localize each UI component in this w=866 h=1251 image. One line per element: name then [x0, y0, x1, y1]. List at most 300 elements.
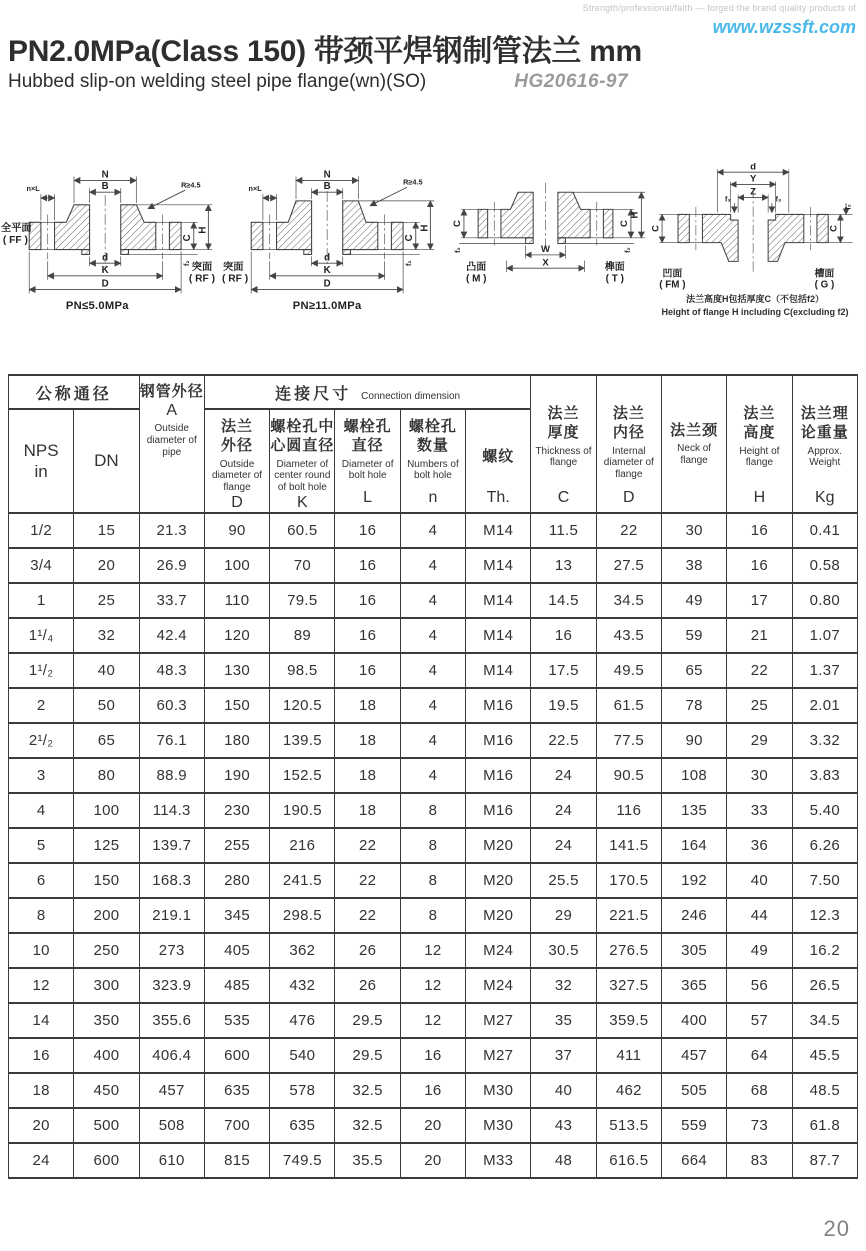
cell-pipe-od: 60.3 [139, 688, 204, 723]
cell-neck: 505 [661, 1073, 726, 1108]
cell-flange-id: 170.5 [596, 863, 661, 898]
col-header-nps: NPS in [9, 409, 74, 513]
table-row [9, 548, 858, 583]
cell-pipe-od: 21.3 [139, 513, 204, 548]
cell-bolt-hole-diameter: 18 [335, 758, 400, 793]
cell-pipe-od: 406.4 [139, 1038, 204, 1073]
table-row [9, 723, 858, 758]
dim-label-f2: f₂ [454, 247, 463, 253]
cell-thread: M30 [466, 1108, 531, 1143]
cell-flange-od: 255 [204, 828, 269, 863]
cell-neck: 30 [661, 513, 726, 548]
cell-nps: 20 [9, 1108, 74, 1143]
col-header-weight: 法兰理 论重量 Approx. Weight Kg [792, 375, 857, 513]
cell-bolt-circle: 578 [270, 1073, 335, 1108]
dim-label-f2: f₂ [403, 260, 413, 267]
cell-thickness: 24 [531, 758, 596, 793]
diagram-caption: PN≥11.0MPa [292, 299, 362, 312]
cell-thickness: 40 [531, 1073, 596, 1108]
cell-thread: M16 [466, 758, 531, 793]
cell-bolt-circle: 190.5 [270, 793, 335, 828]
cell-flange-id: 141.5 [596, 828, 661, 863]
height-note [662, 293, 849, 318]
cell-bolt-hole-count: 16 [400, 1038, 465, 1073]
cell-height: 68 [727, 1073, 792, 1108]
height-note-cn: 法兰高度H包括厚度C（不包括f2） [685, 294, 824, 305]
cell-height: 33 [727, 793, 792, 828]
cell-pipe-od: 323.9 [139, 968, 204, 1003]
cell-thread: M27 [466, 1003, 531, 1038]
cell-pipe-od: 355.6 [139, 1003, 204, 1038]
cell-bolt-circle: 362 [270, 933, 335, 968]
cell-pipe-od: 42.4 [139, 618, 204, 653]
face-label-g-code: ( G ) [814, 279, 835, 291]
cell-flange-od: 110 [204, 583, 269, 618]
table-body [9, 513, 858, 1178]
col-header-flange-height: 法兰 高度 Height of flange H [727, 375, 792, 513]
cell-bolt-hole-diameter: 22 [335, 828, 400, 863]
cell-flange-id: 27.5 [596, 548, 661, 583]
col-group-connection-dimension: 连接尺寸 Connection dimension [204, 375, 530, 409]
cell-bolt-hole-diameter: 18 [335, 793, 400, 828]
diagram-fm-g-block [648, 160, 862, 318]
cell-thread: M27 [466, 1038, 531, 1073]
cell-weight: 5.40 [792, 793, 857, 828]
col-header-bolt-circle: 螺栓孔中 心圆直径 Diameter of center round of bolt hole K [270, 409, 335, 513]
col-header-dn: DN [74, 409, 139, 513]
cell-bolt-circle: 98.5 [270, 653, 335, 688]
face-label-rf: 突面 [191, 262, 213, 274]
cell-bolt-hole-count: 4 [400, 758, 465, 793]
cell-pipe-od: 76.1 [139, 723, 204, 758]
cell-thickness: 25.5 [531, 863, 596, 898]
cell-neck: 457 [661, 1038, 726, 1073]
cell-dn: 125 [74, 828, 139, 863]
cell-bolt-hole-count: 4 [400, 513, 465, 548]
cell-thread: M14 [466, 618, 531, 653]
col-header-flange-od: 法兰 外径 Outside diameter of flange D [204, 409, 269, 513]
col-group-nominal-diameter [9, 375, 140, 409]
cell-thread: M20 [466, 863, 531, 898]
cell-bolt-hole-diameter: 16 [335, 653, 400, 688]
cell-bolt-circle: 749.5 [270, 1143, 335, 1178]
cell-pipe-od: 48.3 [139, 653, 204, 688]
cell-flange-id: 221.5 [596, 898, 661, 933]
cell-bolt-hole-count: 12 [400, 968, 465, 1003]
cell-bolt-hole-count: 12 [400, 1003, 465, 1038]
cell-dn: 40 [74, 653, 139, 688]
cell-weight: 87.7 [792, 1143, 857, 1178]
cell-neck: 365 [661, 968, 726, 1003]
dim-label-y: Y [749, 173, 757, 184]
cell-nps: 8 [9, 898, 74, 933]
table-row [9, 653, 858, 688]
cell-nps: 12 [9, 968, 74, 1003]
cell-dn: 15 [74, 513, 139, 548]
cell-bolt-circle: 70 [270, 548, 335, 583]
cell-bolt-circle: 79.5 [270, 583, 335, 618]
cell-thread: M24 [466, 968, 531, 1003]
cell-bolt-circle: 241.5 [270, 863, 335, 898]
height-note-en: Height of flange H including C(excluding f2) [661, 306, 849, 317]
cell-thread: M16 [466, 793, 531, 828]
face-label-t: 榫面 [604, 262, 625, 274]
face-label-g: 槽面 [814, 268, 835, 280]
cell-nps: 2 [9, 688, 74, 723]
cell-flange-id: 327.5 [596, 968, 661, 1003]
cell-weight: 2.01 [792, 688, 857, 723]
table-header [9, 375, 858, 513]
cell-height: 21 [727, 618, 792, 653]
dim-label-c2: C [619, 220, 631, 227]
col-header-bolt-hole-count: 螺栓孔 数量 Numbers of bolt hole n [400, 409, 465, 513]
dim-label-z: Z [750, 186, 756, 197]
diagram-strip [0, 160, 866, 318]
cell-bolt-hole-diameter: 16 [335, 513, 400, 548]
cell-flange-od: 535 [204, 1003, 269, 1038]
dim-label-f3b: f₃ [775, 196, 782, 204]
cell-nps: 10 [9, 933, 74, 968]
cell-weight: 16.2 [792, 933, 857, 968]
cell-dn: 300 [74, 968, 139, 1003]
cell-flange-od: 700 [204, 1108, 269, 1143]
cell-height: 57 [727, 1003, 792, 1038]
cell-thickness: 16 [531, 618, 596, 653]
dim-label-c: C [181, 234, 193, 242]
cell-neck: 135 [661, 793, 726, 828]
table-row [9, 863, 858, 898]
cell-height: 73 [727, 1108, 792, 1143]
page-subtitle: Hubbed slip-on welding steel pipe flange(wn)(SO) [8, 71, 427, 92]
cell-bolt-hole-diameter: 22 [335, 863, 400, 898]
cell-bolt-circle: 152.5 [270, 758, 335, 793]
cell-flange-id: 116 [596, 793, 661, 828]
cell-weight: 48.5 [792, 1073, 857, 1108]
cell-weight: 3.83 [792, 758, 857, 793]
cell-bolt-hole-count: 16 [400, 1073, 465, 1108]
cell-weight: 0.80 [792, 583, 857, 618]
cell-dn: 100 [74, 793, 139, 828]
dim-label-c: C [403, 234, 415, 242]
cell-thickness: 43 [531, 1108, 596, 1143]
face-label-m: 凸面 [466, 262, 487, 274]
cell-bolt-hole-diameter: 29.5 [335, 1003, 400, 1038]
cell-weight: 1.07 [792, 618, 857, 653]
cell-flange-id: 77.5 [596, 723, 661, 758]
cell-neck: 559 [661, 1108, 726, 1143]
flange-section [251, 201, 403, 255]
cell-thickness: 13 [531, 548, 596, 583]
page-number: 20 [823, 1216, 850, 1241]
cell-flange-id: 61.5 [596, 688, 661, 723]
cell-bolt-hole-count: 4 [400, 548, 465, 583]
cell-thickness: 11.5 [531, 513, 596, 548]
cell-dn: 500 [74, 1108, 139, 1143]
cell-pipe-od: 610 [139, 1143, 204, 1178]
cell-flange-od: 485 [204, 968, 269, 1003]
cell-nps: 24 [9, 1143, 74, 1178]
cell-bolt-hole-diameter: 29.5 [335, 1038, 400, 1073]
cell-dn: 250 [74, 933, 139, 968]
dim-label-w: W [541, 244, 550, 256]
cell-neck: 192 [661, 863, 726, 898]
cell-pipe-od: 114.3 [139, 793, 204, 828]
cell-weight: 6.26 [792, 828, 857, 863]
cell-thickness: 14.5 [531, 583, 596, 618]
website-link[interactable]: www.wzssft.com [712, 17, 856, 37]
table-row [9, 688, 858, 723]
cell-height: 16 [727, 548, 792, 583]
cell-flange-od: 100 [204, 548, 269, 583]
cell-nps: 5 [9, 828, 74, 863]
cell-flange-od: 230 [204, 793, 269, 828]
cell-weight: 3.32 [792, 723, 857, 758]
table-row [9, 513, 858, 548]
cell-nps: 1¹/₂ [9, 653, 74, 688]
dim-label-d-bore: d [102, 252, 109, 264]
cell-nps: 2¹/₂ [9, 723, 74, 758]
cell-flange-id: 513.5 [596, 1108, 661, 1143]
table-row [9, 1003, 858, 1038]
cell-weight: 7.50 [792, 863, 857, 898]
flange-dimension-table [8, 374, 858, 1179]
cell-bolt-circle: 540 [270, 1038, 335, 1073]
cell-bolt-hole-diameter: 22 [335, 898, 400, 933]
cell-bolt-hole-diameter: 26 [335, 968, 400, 1003]
cell-flange-od: 345 [204, 898, 269, 933]
cell-bolt-hole-count: 8 [400, 793, 465, 828]
cell-dn: 150 [74, 863, 139, 898]
col-header-bolt-hole-diameter: 螺栓孔 直径 Diameter of bolt hole L [335, 409, 400, 513]
cell-bolt-hole-count: 20 [400, 1143, 465, 1178]
cell-weight: 0.58 [792, 548, 857, 583]
col-header-thread: 螺纹 Th. [466, 409, 531, 513]
cell-bolt-circle: 139.5 [270, 723, 335, 758]
cell-flange-od: 90 [204, 513, 269, 548]
cell-nps: 16 [9, 1038, 74, 1073]
cell-thread: M20 [466, 898, 531, 933]
cell-flange-id: 276.5 [596, 933, 661, 968]
cell-bolt-hole-count: 4 [400, 653, 465, 688]
table-row [9, 758, 858, 793]
cell-nps: 4 [9, 793, 74, 828]
cell-height: 17 [727, 583, 792, 618]
table-row [9, 1143, 858, 1178]
dim-label-dd: D [323, 278, 331, 290]
cell-neck: 90 [661, 723, 726, 758]
cell-flange-id: 49.5 [596, 653, 661, 688]
cell-flange-od: 190 [204, 758, 269, 793]
cell-flange-id: 616.5 [596, 1143, 661, 1178]
cell-weight: 45.5 [792, 1038, 857, 1073]
cell-bolt-circle: 60.5 [270, 513, 335, 548]
cell-flange-id: 34.5 [596, 583, 661, 618]
cell-bolt-circle: 89 [270, 618, 335, 653]
cell-nps: 14 [9, 1003, 74, 1038]
cell-nps: 1 [9, 583, 74, 618]
cell-neck: 108 [661, 758, 726, 793]
cell-thread: M33 [466, 1143, 531, 1178]
cell-height: 40 [727, 863, 792, 898]
face-label-fm: 凹面 [662, 268, 683, 280]
cell-pipe-od: 219.1 [139, 898, 204, 933]
table-row [9, 968, 858, 1003]
flange-diagram-rf [222, 160, 444, 314]
face-label-m-code: ( M ) [466, 273, 487, 285]
cell-thickness: 32 [531, 968, 596, 1003]
cell-flange-od: 635 [204, 1073, 269, 1108]
face-label-ff: 全平面 [0, 223, 32, 235]
col-header-flange-id: 法兰 内径 Internal diameter of flange D [596, 375, 661, 513]
page-title: PN2.0MPa(Class 150) 带颈平焊钢制管法兰 mm [8, 35, 642, 68]
cell-height: 36 [727, 828, 792, 863]
dim-label-d-bore: d [324, 252, 331, 264]
cell-thickness: 17.5 [531, 653, 596, 688]
cell-nps: 18 [9, 1073, 74, 1108]
cell-flange-od: 120 [204, 618, 269, 653]
dim-label-d: d [750, 161, 756, 172]
nominal-diameter-label: 公称通径 [35, 385, 112, 403]
col-header-flange-thickness: 法兰 厚度 Thickness of flange C [531, 375, 596, 513]
table-row [9, 828, 858, 863]
dim-label-f2: f₂ [845, 204, 853, 210]
table-row [9, 898, 858, 933]
dim-label-b: B [101, 181, 109, 193]
cell-flange-id: 411 [596, 1038, 661, 1073]
cell-flange-od: 815 [204, 1143, 269, 1178]
cell-bolt-hole-count: 4 [400, 723, 465, 758]
cell-neck: 49 [661, 583, 726, 618]
cell-bolt-hole-count: 4 [400, 688, 465, 723]
cell-bolt-hole-diameter: 18 [335, 723, 400, 758]
dim-label-x: X [542, 257, 549, 269]
cell-thickness: 30.5 [531, 933, 596, 968]
dim-label-b: B [323, 181, 331, 193]
cell-bolt-circle: 635 [270, 1108, 335, 1143]
dim-label-n: N [323, 169, 331, 181]
cell-thread: M14 [466, 513, 531, 548]
cell-dn: 50 [74, 688, 139, 723]
diagram-caption: PN≤5.0MPa [65, 299, 129, 312]
table-row [9, 1108, 858, 1143]
cell-bolt-hole-count: 20 [400, 1108, 465, 1143]
cell-bolt-hole-diameter: 16 [335, 583, 400, 618]
cell-flange-od: 180 [204, 723, 269, 758]
table-row [9, 583, 858, 618]
dim-label-dd: D [101, 278, 109, 290]
cell-pipe-od: 508 [139, 1108, 204, 1143]
cell-weight: 0.41 [792, 513, 857, 548]
cell-flange-od: 150 [204, 688, 269, 723]
standard-code: HG20616-97 [514, 71, 629, 92]
cell-bolt-hole-count: 4 [400, 583, 465, 618]
brand-tagline: Strength/professional/faith — forged the brand quality products of [582, 3, 856, 13]
cell-neck: 664 [661, 1143, 726, 1178]
flange-diagram-fm-g [648, 160, 862, 293]
cell-bolt-circle: 298.5 [270, 898, 335, 933]
cell-nps: 1/2 [9, 513, 74, 548]
cell-bolt-hole-count: 4 [400, 618, 465, 653]
cell-bolt-hole-count: 8 [400, 898, 465, 933]
dim-label-f3: f₃ [725, 196, 731, 204]
cell-dn: 200 [74, 898, 139, 933]
cell-height: 44 [727, 898, 792, 933]
dim-label-nxl: n×L [26, 184, 40, 194]
cell-thread: M14 [466, 548, 531, 583]
cell-height: 30 [727, 758, 792, 793]
cell-bolt-hole-count: 12 [400, 933, 465, 968]
cell-neck: 400 [661, 1003, 726, 1038]
cell-thread: M16 [466, 723, 531, 758]
dim-label-c2: C [828, 225, 839, 232]
cell-weight: 1.37 [792, 653, 857, 688]
cell-nps: 3 [9, 758, 74, 793]
cell-flange-od: 130 [204, 653, 269, 688]
cell-height: 16 [727, 513, 792, 548]
cell-bolt-hole-count: 8 [400, 863, 465, 898]
cell-pipe-od: 88.9 [139, 758, 204, 793]
cell-nps: 6 [9, 863, 74, 898]
dim-label-nxl: n×L [248, 184, 262, 194]
cell-thickness: 35 [531, 1003, 596, 1038]
col-header-flange-neck: 法兰颈 Neck of flange [661, 375, 726, 513]
cell-height: 49 [727, 933, 792, 968]
dim-label-r: R≥4.5 [181, 180, 201, 190]
cell-neck: 65 [661, 653, 726, 688]
dim-label-f2b: f₂ [623, 247, 632, 253]
cell-dn: 65 [74, 723, 139, 758]
cell-dn: 32 [74, 618, 139, 653]
table-row [9, 618, 858, 653]
cell-bolt-circle: 432 [270, 968, 335, 1003]
cell-dn: 350 [74, 1003, 139, 1038]
table-row [9, 933, 858, 968]
table-row [9, 1038, 858, 1073]
cell-pipe-od: 33.7 [139, 583, 204, 618]
cell-pipe-od: 139.7 [139, 828, 204, 863]
cell-flange-id: 22 [596, 513, 661, 548]
cell-thread: M14 [466, 653, 531, 688]
cell-thickness: 48 [531, 1143, 596, 1178]
cell-weight: 26.5 [792, 968, 857, 1003]
dim-label-n: N [101, 169, 109, 181]
flange-diagram-m-t [444, 160, 648, 295]
cell-thickness: 29 [531, 898, 596, 933]
cell-dn: 400 [74, 1038, 139, 1073]
cell-bolt-circle: 476 [270, 1003, 335, 1038]
cell-pipe-od: 457 [139, 1073, 204, 1108]
cell-neck: 59 [661, 618, 726, 653]
cell-dn: 20 [74, 548, 139, 583]
cell-weight: 61.8 [792, 1108, 857, 1143]
cell-thread: M14 [466, 583, 531, 618]
dim-label-r: R≥4.5 [403, 177, 423, 187]
cell-bolt-hole-diameter: 26 [335, 933, 400, 968]
cell-pipe-od: 26.9 [139, 548, 204, 583]
cell-flange-od: 600 [204, 1038, 269, 1073]
face-label-t-code: ( T ) [605, 273, 624, 285]
cell-bolt-hole-count: 8 [400, 828, 465, 863]
cell-dn: 25 [74, 583, 139, 618]
cell-thickness: 37 [531, 1038, 596, 1073]
dim-label-k: K [323, 264, 331, 276]
cell-thread: M16 [466, 688, 531, 723]
face-label-rf-code: ( RF ) [222, 273, 249, 285]
cell-flange-id: 462 [596, 1073, 661, 1108]
cell-thickness: 24 [531, 793, 596, 828]
col-header-pipe-od: 钢管外径 A Outside diameter of pipe [139, 375, 204, 513]
cell-height: 56 [727, 968, 792, 1003]
